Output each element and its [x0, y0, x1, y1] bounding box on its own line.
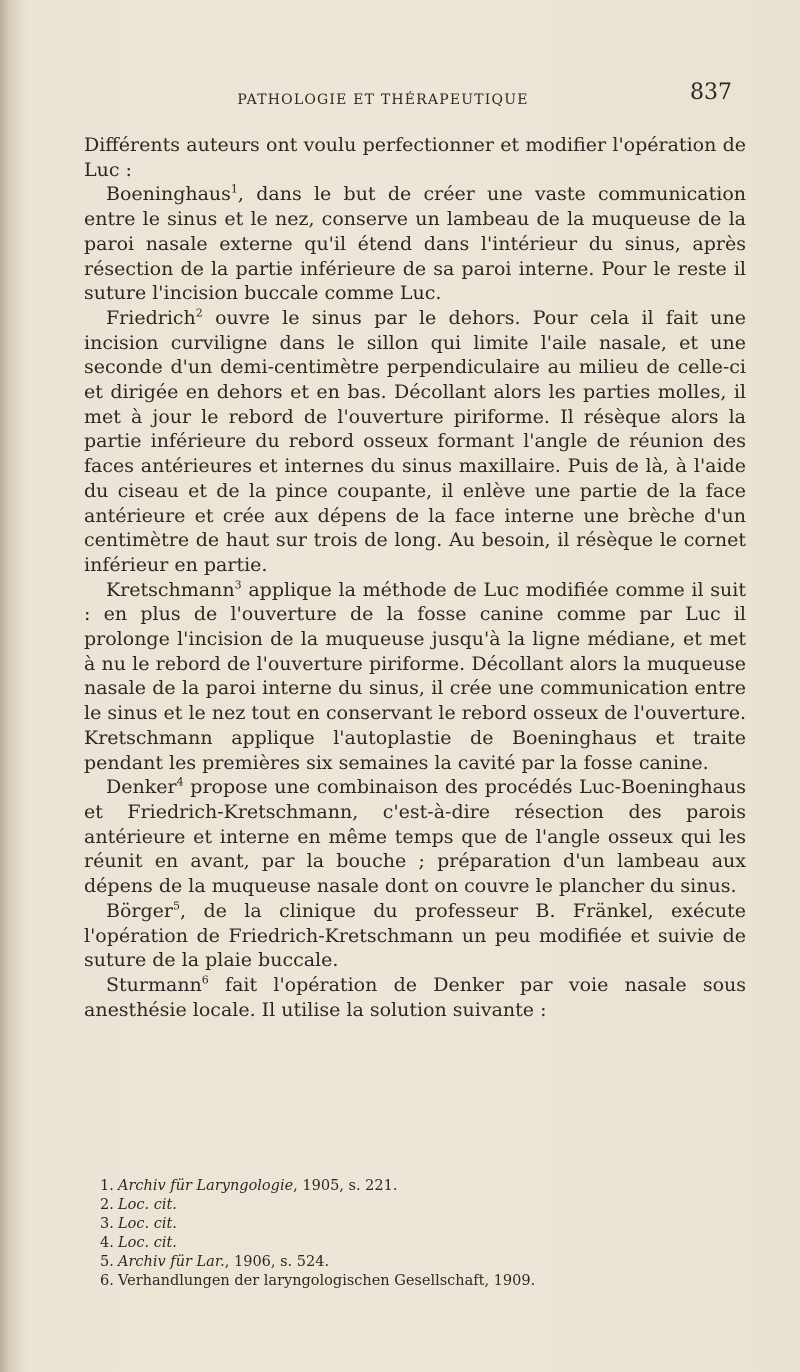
footnote-source: Archiv für Lar. [118, 1254, 225, 1270]
footnote-item [100, 1177, 700, 1196]
paragraph-denker [84, 775, 746, 899]
paragraph-text: , dans le but de créer une vaste communication entre le sinus et le nez, conserve un lambeau de la muqueuse de la paroi nasale externe qu'il étend dans l'intérieur du sinus, après résection de la partie inférieure de sa paroi interne. Pour le reste il suture l'incision buccale comme Luc. [84, 183, 746, 305]
paragraph-boeninghaus [84, 182, 746, 306]
footnote-item [100, 1196, 700, 1215]
footnote-source: Loc. cit. [118, 1197, 177, 1213]
footnote-number: 4. [100, 1235, 114, 1251]
footnote-marker: 2 [195, 306, 203, 320]
footnote-number: 3. [100, 1216, 114, 1232]
author-name: Börger [106, 899, 173, 922]
paragraph-text: ouvre le sinus par le dehors. Pour cela il fait une incision curviligne dans le sillon qui limite l'aile nasale, et une seconde d'un demi-centimètre perpendiculaire au milieu de celle-ci et dirigée en dehors et en bas. Décollant alors les parties molles, il met à jour le rebord de l'ouverture piriforme. Il résèque alors la partie inférieure du rebord osseux formant l'angle de réunion des faces antérieures et internes du sinus maxillaire. Puis de là, à l'aide du ciseau et de la pince coupante, il enlève une partie de la face antérieure et crée aux dépens de la face interne une brèche d'un centimètre de haut sur trois de long. Au besoin, il résèque le cornet inférieur en partie. [84, 306, 746, 576]
paragraph-text: fait l'opération de Denker par voie nasale sous anesthésie locale. Il utilise la solution suivante : [84, 973, 746, 1021]
paragraph-intro: Différents auteurs ont voulu perfectionner et modifier l'opération de Luc : [84, 134, 746, 181]
footnote-source: Loc. cit. [118, 1216, 177, 1232]
running-header: PATHOLOGIE ET THÉRAPEUTIQUE [237, 92, 529, 108]
footnote-detail: , 1905, s. 221. [293, 1178, 398, 1194]
footnote-marker: 6 [201, 973, 209, 987]
author-name: Denker [106, 776, 177, 799]
footnote-marker: 3 [234, 578, 242, 592]
footnote-item [100, 1215, 700, 1234]
main-text [84, 133, 746, 1022]
footnote-number: 5. [100, 1254, 114, 1270]
paragraph-kretschmann [84, 578, 746, 776]
footnote-item [100, 1272, 700, 1291]
footnote-marker: 4 [176, 775, 184, 789]
footnote-item [100, 1253, 700, 1272]
footnote-number: 1. [100, 1178, 114, 1194]
footnote-source: Archiv für Laryngologie [118, 1178, 294, 1194]
footnote-detail: Verhandlungen der laryngologischen Gesellschaft, 1909. [118, 1273, 536, 1289]
paragraph-text: , de la clinique du professeur B. Fränkel, exécute l'opération de Friedrich-Kretschmann un peu modifiée et suivie de suture de la plaie buccale. [84, 899, 746, 972]
paragraph-friedrich [84, 306, 746, 578]
author-name: Boeninghaus [106, 183, 231, 206]
author-name: Friedrich [106, 306, 196, 329]
paragraph-borger [84, 899, 746, 973]
footnote-item [100, 1234, 700, 1253]
author-name: Kretschmann [106, 578, 235, 601]
binding-shadow [0, 0, 22, 1372]
footnotes [100, 1177, 700, 1291]
author-name: Sturmann [106, 973, 202, 996]
footnote-marker: 5 [172, 899, 180, 913]
footnote-detail: , 1906, s. 524. [224, 1254, 330, 1270]
paragraph-text: applique la méthode de Luc modifiée comme il suit : en plus de l'ouverture de la fosse canine comme par Luc il prolonge l'incision de la muqueuse jusqu'à la ligne médiane, et met à nu le rebord de l'ouverture piriforme. Décollant alors la muqueuse nasale de la paroi interne du sinus, il crée une communication entre le sinus et le nez tout en conservant le rebord osseux de l'ouverture. Kretschmann applique l'autoplastie de Boeninghaus et traite pendant les premières six semaines la cavité par la fosse canine. [84, 578, 746, 774]
paragraph-text: propose une combinaison des procédés Luc-Boeninghaus et Friedrich-Kretschmann, c'est-à-dire résection des parois antérieure et interne en même temps que de l'angle osseux qui les réunit en avant, par la bouche ; préparation d'un lambeau aux dépens de la muqueuse nasale dont on couvre le plancher du sinus. [84, 776, 746, 898]
paragraph-sturmann [84, 973, 746, 1022]
footnote-number: 2. [100, 1197, 114, 1213]
footnote-number: 6. [100, 1273, 114, 1289]
footnote-source: Loc. cit. [118, 1235, 177, 1251]
page-number: 837 [690, 80, 732, 105]
footnote-marker: 1 [230, 183, 238, 197]
